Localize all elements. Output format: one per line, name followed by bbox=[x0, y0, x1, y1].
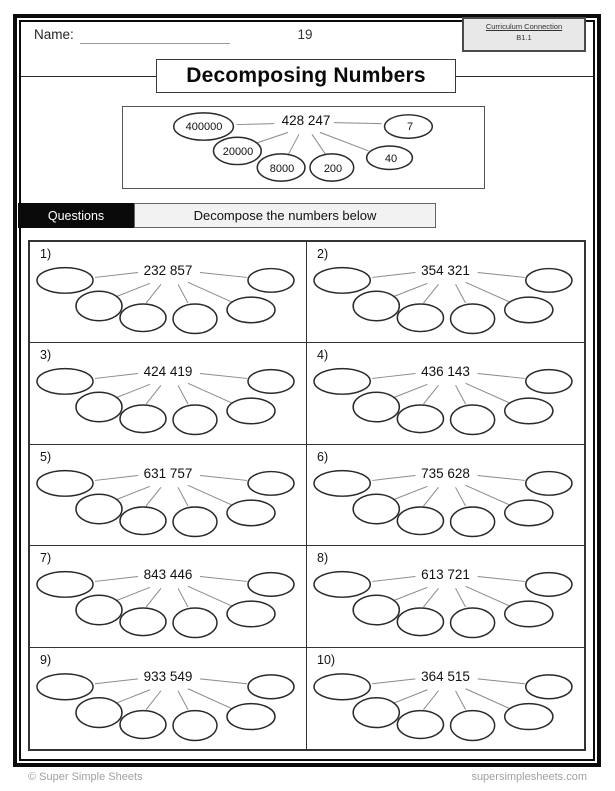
curriculum-title: Curriculum Connection bbox=[485, 22, 563, 31]
answer-oval[interactable] bbox=[173, 608, 217, 638]
curriculum-code: B1.1 bbox=[516, 33, 532, 42]
question-cell bbox=[307, 343, 584, 444]
question-value: 631 757 bbox=[143, 465, 193, 481]
question-number: 4) bbox=[317, 348, 329, 363]
decomposition-diagram bbox=[307, 242, 584, 342]
answer-oval[interactable] bbox=[76, 291, 122, 321]
example-part-value: 8000 bbox=[269, 163, 295, 175]
questions-bar-label: Questions bbox=[18, 203, 134, 228]
question-cell bbox=[30, 648, 307, 749]
answer-oval[interactable] bbox=[505, 399, 553, 425]
answer-oval[interactable] bbox=[120, 304, 166, 332]
example-part-value: 200 bbox=[323, 163, 343, 175]
footer-website: supersimplesheets.com bbox=[471, 771, 587, 783]
question-number: 2) bbox=[317, 247, 329, 261]
question-cell bbox=[30, 242, 307, 343]
answer-oval[interactable] bbox=[227, 399, 275, 425]
question-number: 10) bbox=[317, 652, 336, 667]
answer-oval[interactable] bbox=[397, 507, 443, 535]
answer-oval[interactable] bbox=[397, 710, 443, 738]
answer-oval[interactable] bbox=[451, 710, 495, 740]
answer-oval[interactable] bbox=[397, 608, 443, 636]
example-number: 428 247 bbox=[281, 113, 331, 128]
question-value: 364 515 bbox=[421, 668, 470, 684]
answer-oval[interactable] bbox=[173, 304, 217, 334]
answer-oval[interactable] bbox=[451, 507, 495, 537]
curriculum-connection-box bbox=[462, 17, 586, 52]
answer-oval[interactable] bbox=[451, 304, 495, 334]
answer-oval[interactable] bbox=[451, 405, 495, 435]
answer-oval[interactable] bbox=[505, 297, 553, 323]
answer-oval[interactable] bbox=[173, 710, 217, 740]
page-title: Decomposing Numbers bbox=[186, 64, 426, 87]
question-number: 1) bbox=[40, 247, 52, 261]
question-number: 9) bbox=[40, 652, 52, 667]
example-part-value: 400000 bbox=[185, 121, 223, 133]
question-number: 8) bbox=[317, 551, 329, 566]
answer-oval[interactable] bbox=[353, 393, 399, 423]
example-part-value: 20000 bbox=[222, 146, 254, 158]
answer-oval[interactable] bbox=[76, 393, 122, 423]
page-number: 19 bbox=[297, 27, 313, 42]
answer-oval[interactable] bbox=[397, 405, 443, 433]
answer-oval[interactable] bbox=[120, 608, 166, 636]
question-value: 436 143 bbox=[421, 364, 470, 380]
name-label: Name: bbox=[34, 27, 74, 42]
question-value: 933 549 bbox=[143, 668, 193, 684]
answer-oval[interactable] bbox=[451, 608, 495, 638]
decomposition-diagram bbox=[30, 648, 306, 749]
question-number: 5) bbox=[40, 449, 52, 464]
question-number: 7) bbox=[40, 551, 52, 566]
answer-oval[interactable] bbox=[76, 595, 122, 625]
answer-oval[interactable] bbox=[353, 697, 399, 727]
question-cell bbox=[307, 242, 584, 343]
answer-oval[interactable] bbox=[227, 297, 275, 323]
question-cell bbox=[30, 546, 307, 647]
answer-oval[interactable] bbox=[397, 304, 443, 332]
question-number: 6) bbox=[317, 449, 329, 464]
answer-oval[interactable] bbox=[505, 703, 553, 729]
answer-oval[interactable] bbox=[120, 405, 166, 433]
answer-oval[interactable] bbox=[173, 507, 217, 537]
decomposition-diagram bbox=[307, 648, 584, 749]
title-box bbox=[156, 59, 456, 93]
question-cell bbox=[307, 648, 584, 749]
decomposition-diagram bbox=[30, 546, 306, 646]
name-input-line[interactable] bbox=[80, 26, 230, 44]
question-value: 354 321 bbox=[421, 263, 470, 278]
answer-oval[interactable] bbox=[505, 500, 553, 526]
answer-oval[interactable] bbox=[76, 697, 122, 727]
question-cell bbox=[30, 445, 307, 546]
decomposition-diagram bbox=[307, 546, 584, 646]
questions-bar-instruction: Decompose the numbers below bbox=[134, 203, 436, 228]
decomposition-diagram bbox=[307, 445, 584, 545]
question-value: 735 628 bbox=[421, 465, 470, 481]
example-part-value: 7 bbox=[406, 121, 414, 133]
question-cell bbox=[307, 546, 584, 647]
answer-oval[interactable] bbox=[173, 405, 217, 435]
questions-grid bbox=[28, 240, 586, 751]
decomposition-diagram bbox=[307, 343, 584, 443]
question-cell bbox=[307, 445, 584, 546]
question-cell bbox=[30, 343, 307, 444]
answer-oval[interactable] bbox=[76, 494, 122, 524]
answer-oval[interactable] bbox=[353, 291, 399, 321]
answer-oval[interactable] bbox=[353, 595, 399, 625]
answer-oval[interactable] bbox=[353, 494, 399, 524]
answer-oval[interactable] bbox=[120, 507, 166, 535]
decomposition-diagram bbox=[30, 242, 306, 342]
question-number: 3) bbox=[40, 348, 52, 363]
answer-oval[interactable] bbox=[227, 703, 275, 729]
question-value: 232 857 bbox=[143, 263, 193, 278]
example-part-value: 40 bbox=[384, 153, 398, 165]
decomposition-diagram bbox=[30, 343, 306, 443]
example-box bbox=[122, 106, 485, 189]
decomposition-diagram bbox=[30, 445, 306, 545]
answer-oval[interactable] bbox=[120, 710, 166, 738]
question-value: 424 419 bbox=[143, 364, 193, 380]
footer-copyright: © Super Simple Sheets bbox=[28, 771, 143, 783]
question-value: 613 721 bbox=[421, 567, 470, 583]
answer-oval[interactable] bbox=[227, 601, 275, 627]
question-value: 843 446 bbox=[143, 567, 193, 583]
answer-oval[interactable] bbox=[505, 601, 553, 627]
answer-oval[interactable] bbox=[227, 500, 275, 526]
